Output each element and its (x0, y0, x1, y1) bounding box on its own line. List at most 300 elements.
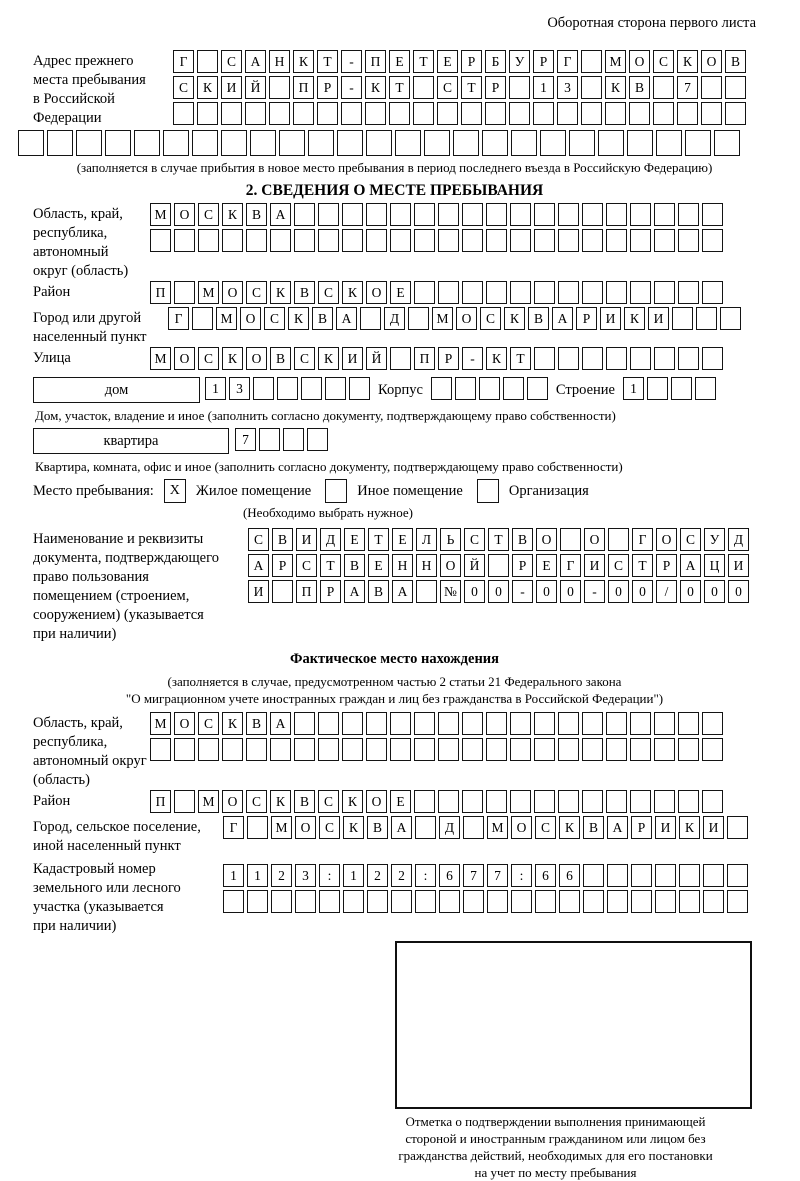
char-cell[interactable]: О (222, 281, 243, 304)
char-cell[interactable] (462, 229, 483, 252)
char-cell[interactable] (558, 229, 579, 252)
char-cell[interactable] (685, 130, 711, 156)
char-cell[interactable] (534, 281, 555, 304)
char-cell[interactable]: 1 (247, 864, 268, 887)
char-cell[interactable]: И (221, 76, 242, 99)
char-cell[interactable] (672, 307, 693, 330)
char-cell[interactable] (245, 102, 266, 125)
char-cell[interactable]: : (319, 864, 340, 887)
char-cell[interactable] (631, 890, 652, 913)
char-cell[interactable] (293, 102, 314, 125)
char-cell[interactable] (703, 864, 724, 887)
char-cell[interactable]: Р (576, 307, 597, 330)
char-cell[interactable] (18, 130, 44, 156)
char-cell[interactable]: О (246, 347, 267, 370)
char-cell[interactable] (629, 102, 650, 125)
char-cell[interactable] (630, 203, 651, 226)
char-cell[interactable]: Д (728, 528, 749, 551)
char-cell[interactable] (654, 738, 675, 761)
char-cell[interactable]: 0 (632, 580, 653, 603)
char-cell[interactable]: 7 (235, 428, 256, 451)
char-cell[interactable]: 7 (487, 864, 508, 887)
char-cell[interactable]: С (294, 347, 315, 370)
char-cell[interactable] (527, 377, 548, 400)
char-cell[interactable] (390, 712, 411, 735)
char-cell[interactable] (413, 102, 434, 125)
char-cell[interactable]: А (270, 203, 291, 226)
char-cell[interactable]: У (509, 50, 530, 73)
char-cell[interactable] (510, 712, 531, 735)
char-cell[interactable] (192, 307, 213, 330)
char-cell[interactable] (702, 203, 723, 226)
char-cell[interactable] (486, 229, 507, 252)
char-cell[interactable]: К (270, 281, 291, 304)
char-cell[interactable]: К (342, 790, 363, 813)
char-cell[interactable]: К (365, 76, 386, 99)
char-cell[interactable]: Л (416, 528, 437, 551)
char-cell[interactable] (581, 102, 602, 125)
char-cell[interactable]: Д (384, 307, 405, 330)
char-cell[interactable]: А (607, 816, 628, 839)
char-cell[interactable] (695, 377, 716, 400)
char-cell[interactable] (606, 203, 627, 226)
char-cell[interactable]: 6 (535, 864, 556, 887)
house-named-box[interactable]: дом (33, 377, 200, 403)
char-cell[interactable] (702, 738, 723, 761)
char-cell[interactable] (308, 130, 334, 156)
char-cell[interactable] (222, 738, 243, 761)
char-cell[interactable]: К (270, 790, 291, 813)
char-cell[interactable] (678, 229, 699, 252)
char-cell[interactable]: Й (245, 76, 266, 99)
char-cell[interactable]: 7 (677, 76, 698, 99)
stay-type-checkbox-other[interactable] (325, 479, 347, 503)
char-cell[interactable] (678, 347, 699, 370)
char-cell[interactable] (679, 890, 700, 913)
char-cell[interactable] (582, 790, 603, 813)
char-cell[interactable] (654, 229, 675, 252)
char-cell[interactable]: О (701, 50, 722, 73)
char-cell[interactable] (76, 130, 102, 156)
char-cell[interactable] (390, 229, 411, 252)
char-cell[interactable]: М (216, 307, 237, 330)
char-cell[interactable] (727, 890, 748, 913)
char-cell[interactable] (558, 790, 579, 813)
char-cell[interactable]: К (605, 76, 626, 99)
char-cell[interactable] (655, 864, 676, 887)
char-cell[interactable] (569, 130, 595, 156)
char-cell[interactable] (342, 229, 363, 252)
char-cell[interactable]: К (288, 307, 309, 330)
char-cell[interactable]: К (677, 50, 698, 73)
char-cell[interactable]: И (600, 307, 621, 330)
char-cell[interactable]: Ц (704, 554, 725, 577)
char-cell[interactable]: 3 (557, 76, 578, 99)
char-cell[interactable] (558, 347, 579, 370)
char-cell[interactable] (414, 281, 435, 304)
char-cell[interactable] (725, 102, 746, 125)
char-cell[interactable]: Б (485, 50, 506, 73)
char-cell[interactable]: Р (438, 347, 459, 370)
char-cell[interactable] (630, 738, 651, 761)
char-cell[interactable] (582, 712, 603, 735)
char-cell[interactable]: П (296, 580, 317, 603)
char-cell[interactable] (534, 712, 555, 735)
char-cell[interactable] (653, 76, 674, 99)
char-cell[interactable] (720, 307, 741, 330)
char-cell[interactable] (294, 203, 315, 226)
char-cell[interactable]: Е (389, 50, 410, 73)
char-cell[interactable] (656, 130, 682, 156)
char-cell[interactable] (486, 281, 507, 304)
char-cell[interactable]: 1 (343, 864, 364, 887)
stay-type-checkbox-residential[interactable]: X (164, 479, 186, 503)
char-cell[interactable] (416, 580, 437, 603)
char-cell[interactable]: С (173, 76, 194, 99)
char-cell[interactable] (671, 377, 692, 400)
char-cell[interactable] (221, 102, 242, 125)
char-cell[interactable]: С (437, 76, 458, 99)
char-cell[interactable] (654, 203, 675, 226)
char-cell[interactable]: С (480, 307, 501, 330)
char-cell[interactable] (725, 76, 746, 99)
char-cell[interactable]: А (270, 712, 291, 735)
char-cell[interactable]: 1 (623, 377, 644, 400)
char-cell[interactable]: 3 (229, 377, 250, 400)
char-cell[interactable]: О (629, 50, 650, 73)
char-cell[interactable] (414, 738, 435, 761)
char-cell[interactable] (415, 816, 436, 839)
char-cell[interactable] (455, 377, 476, 400)
char-cell[interactable] (414, 712, 435, 735)
char-cell[interactable] (583, 864, 604, 887)
char-cell[interactable] (582, 229, 603, 252)
char-cell[interactable] (462, 203, 483, 226)
char-cell[interactable] (294, 229, 315, 252)
char-cell[interactable]: Г (223, 816, 244, 839)
char-cell[interactable] (486, 712, 507, 735)
char-cell[interactable] (582, 347, 603, 370)
char-cell[interactable] (678, 281, 699, 304)
char-cell[interactable] (341, 102, 362, 125)
char-cell[interactable] (270, 738, 291, 761)
char-cell[interactable]: Т (488, 528, 509, 551)
char-cell[interactable] (558, 738, 579, 761)
char-cell[interactable] (105, 130, 131, 156)
char-cell[interactable] (413, 76, 434, 99)
char-cell[interactable] (174, 281, 195, 304)
char-cell[interactable]: К (504, 307, 525, 330)
char-cell[interactable] (197, 50, 218, 73)
char-cell[interactable]: В (367, 816, 388, 839)
char-cell[interactable]: Е (390, 790, 411, 813)
char-cell[interactable]: - (341, 76, 362, 99)
char-cell[interactable]: И (248, 580, 269, 603)
char-cell[interactable]: Р (317, 76, 338, 99)
char-cell[interactable]: С (535, 816, 556, 839)
char-cell[interactable] (279, 130, 305, 156)
char-cell[interactable] (462, 790, 483, 813)
char-cell[interactable]: 1 (205, 377, 226, 400)
char-cell[interactable] (246, 229, 267, 252)
char-cell[interactable]: К (222, 347, 243, 370)
char-cell[interactable] (581, 50, 602, 73)
char-cell[interactable]: - (341, 50, 362, 73)
char-cell[interactable]: М (271, 816, 292, 839)
char-cell[interactable]: В (512, 528, 533, 551)
char-cell[interactable] (366, 229, 387, 252)
char-cell[interactable] (654, 712, 675, 735)
char-cell[interactable]: А (344, 580, 365, 603)
char-cell[interactable]: 2 (367, 864, 388, 887)
char-cell[interactable]: А (680, 554, 701, 577)
char-cell[interactable]: 0 (608, 580, 629, 603)
char-cell[interactable] (349, 377, 370, 400)
char-cell[interactable]: А (391, 816, 412, 839)
char-cell[interactable] (198, 229, 219, 252)
char-cell[interactable] (654, 281, 675, 304)
char-cell[interactable]: С (680, 528, 701, 551)
char-cell[interactable]: И (655, 816, 676, 839)
char-cell[interactable]: С (318, 790, 339, 813)
char-cell[interactable] (486, 203, 507, 226)
char-cell[interactable] (301, 377, 322, 400)
char-cell[interactable]: К (343, 816, 364, 839)
char-cell[interactable]: К (486, 347, 507, 370)
char-cell[interactable] (534, 347, 555, 370)
char-cell[interactable] (608, 528, 629, 551)
char-cell[interactable] (598, 130, 624, 156)
char-cell[interactable] (437, 102, 458, 125)
char-cell[interactable] (482, 130, 508, 156)
char-cell[interactable] (270, 229, 291, 252)
char-cell[interactable]: Д (320, 528, 341, 551)
char-cell[interactable] (607, 890, 628, 913)
char-cell[interactable] (509, 76, 530, 99)
char-cell[interactable]: Р (512, 554, 533, 577)
char-cell[interactable] (325, 377, 346, 400)
char-cell[interactable] (342, 738, 363, 761)
char-cell[interactable]: Г (557, 50, 578, 73)
char-cell[interactable] (283, 428, 304, 451)
char-cell[interactable] (395, 130, 421, 156)
char-cell[interactable] (558, 281, 579, 304)
char-cell[interactable]: Н (392, 554, 413, 577)
char-cell[interactable]: 1 (223, 864, 244, 887)
char-cell[interactable] (630, 281, 651, 304)
char-cell[interactable]: 0 (704, 580, 725, 603)
char-cell[interactable]: О (366, 281, 387, 304)
char-cell[interactable] (192, 130, 218, 156)
char-cell[interactable]: Р (272, 554, 293, 577)
char-cell[interactable] (462, 281, 483, 304)
char-cell[interactable] (222, 229, 243, 252)
char-cell[interactable] (277, 377, 298, 400)
char-cell[interactable] (438, 712, 459, 735)
char-cell[interactable]: И (342, 347, 363, 370)
char-cell[interactable]: П (293, 76, 314, 99)
char-cell[interactable]: И (296, 528, 317, 551)
char-cell[interactable]: А (392, 580, 413, 603)
char-cell[interactable] (134, 130, 160, 156)
char-cell[interactable]: С (198, 712, 219, 735)
char-cell[interactable] (317, 102, 338, 125)
char-cell[interactable] (654, 347, 675, 370)
char-cell[interactable] (534, 790, 555, 813)
char-cell[interactable] (365, 102, 386, 125)
char-cell[interactable]: С (221, 50, 242, 73)
char-cell[interactable] (318, 203, 339, 226)
char-cell[interactable] (654, 790, 675, 813)
char-cell[interactable] (560, 528, 581, 551)
char-cell[interactable]: Д (439, 816, 460, 839)
char-cell[interactable]: Е (390, 281, 411, 304)
char-cell[interactable] (438, 203, 459, 226)
char-cell[interactable]: В (272, 528, 293, 551)
char-cell[interactable]: М (605, 50, 626, 73)
char-cell[interactable]: В (725, 50, 746, 73)
char-cell[interactable]: Р (631, 816, 652, 839)
char-cell[interactable]: Р (461, 50, 482, 73)
char-cell[interactable] (727, 816, 748, 839)
char-cell[interactable] (696, 307, 717, 330)
char-cell[interactable] (269, 102, 290, 125)
char-cell[interactable] (150, 229, 171, 252)
char-cell[interactable] (342, 203, 363, 226)
char-cell[interactable]: Т (510, 347, 531, 370)
char-cell[interactable]: В (246, 203, 267, 226)
char-cell[interactable] (318, 712, 339, 735)
char-cell[interactable]: К (559, 816, 580, 839)
char-cell[interactable]: В (344, 554, 365, 577)
char-cell[interactable]: О (584, 528, 605, 551)
char-cell[interactable] (511, 130, 537, 156)
char-cell[interactable] (630, 790, 651, 813)
char-cell[interactable]: В (368, 580, 389, 603)
char-cell[interactable]: И (703, 816, 724, 839)
char-cell[interactable] (391, 890, 412, 913)
char-cell[interactable] (607, 864, 628, 887)
char-cell[interactable] (583, 890, 604, 913)
char-cell[interactable] (534, 229, 555, 252)
char-cell[interactable]: Й (366, 347, 387, 370)
char-cell[interactable] (678, 712, 699, 735)
char-cell[interactable]: О (511, 816, 532, 839)
char-cell[interactable]: - (462, 347, 483, 370)
char-cell[interactable]: Е (344, 528, 365, 551)
char-cell[interactable]: К (222, 712, 243, 735)
char-cell[interactable] (247, 816, 268, 839)
char-cell[interactable] (510, 738, 531, 761)
char-cell[interactable]: 0 (536, 580, 557, 603)
char-cell[interactable] (366, 203, 387, 226)
char-cell[interactable]: С (318, 281, 339, 304)
char-cell[interactable]: 1 (533, 76, 554, 99)
char-cell[interactable]: У (704, 528, 725, 551)
char-cell[interactable] (431, 377, 452, 400)
char-cell[interactable]: И (648, 307, 669, 330)
char-cell[interactable]: О (536, 528, 557, 551)
char-cell[interactable]: О (174, 203, 195, 226)
char-cell[interactable] (415, 890, 436, 913)
char-cell[interactable] (174, 790, 195, 813)
char-cell[interactable]: В (312, 307, 333, 330)
char-cell[interactable]: К (679, 816, 700, 839)
char-cell[interactable] (534, 738, 555, 761)
char-cell[interactable] (414, 790, 435, 813)
char-cell[interactable] (366, 738, 387, 761)
char-cell[interactable] (606, 229, 627, 252)
char-cell[interactable] (360, 307, 381, 330)
char-cell[interactable] (655, 890, 676, 913)
char-cell[interactable]: Р (485, 76, 506, 99)
char-cell[interactable]: 7 (463, 864, 484, 887)
char-cell[interactable] (631, 864, 652, 887)
char-cell[interactable] (366, 712, 387, 735)
char-cell[interactable]: А (336, 307, 357, 330)
char-cell[interactable] (701, 76, 722, 99)
char-cell[interactable] (408, 307, 429, 330)
char-cell[interactable]: К (342, 281, 363, 304)
char-cell[interactable] (463, 890, 484, 913)
char-cell[interactable] (509, 102, 530, 125)
char-cell[interactable] (462, 738, 483, 761)
char-cell[interactable]: К (624, 307, 645, 330)
char-cell[interactable] (414, 229, 435, 252)
char-cell[interactable] (318, 738, 339, 761)
char-cell[interactable]: О (656, 528, 677, 551)
char-cell[interactable] (630, 712, 651, 735)
char-cell[interactable]: О (440, 554, 461, 577)
char-cell[interactable]: С (296, 554, 317, 577)
char-cell[interactable] (390, 203, 411, 226)
char-cell[interactable] (319, 890, 340, 913)
char-cell[interactable] (259, 428, 280, 451)
char-cell[interactable] (390, 738, 411, 761)
char-cell[interactable]: О (174, 712, 195, 735)
char-cell[interactable] (438, 281, 459, 304)
char-cell[interactable] (47, 130, 73, 156)
char-cell[interactable] (510, 790, 531, 813)
char-cell[interactable] (703, 890, 724, 913)
char-cell[interactable] (606, 738, 627, 761)
char-cell[interactable]: С (198, 203, 219, 226)
char-cell[interactable] (559, 890, 580, 913)
char-cell[interactable] (510, 229, 531, 252)
char-cell[interactable] (173, 102, 194, 125)
char-cell[interactable] (294, 712, 315, 735)
char-cell[interactable] (438, 738, 459, 761)
char-cell[interactable] (366, 130, 392, 156)
char-cell[interactable] (163, 130, 189, 156)
char-cell[interactable]: С (464, 528, 485, 551)
char-cell[interactable]: 6 (559, 864, 580, 887)
char-cell[interactable]: : (415, 864, 436, 887)
char-cell[interactable]: М (487, 816, 508, 839)
char-cell[interactable]: Н (416, 554, 437, 577)
char-cell[interactable] (486, 790, 507, 813)
stay-type-checkbox-organization[interactable] (477, 479, 499, 503)
char-cell[interactable]: В (528, 307, 549, 330)
char-cell[interactable]: 6 (439, 864, 460, 887)
char-cell[interactable]: М (198, 281, 219, 304)
char-cell[interactable]: С (248, 528, 269, 551)
char-cell[interactable]: Й (464, 554, 485, 577)
char-cell[interactable] (558, 712, 579, 735)
char-cell[interactable] (390, 347, 411, 370)
char-cell[interactable]: 0 (488, 580, 509, 603)
char-cell[interactable] (272, 580, 293, 603)
